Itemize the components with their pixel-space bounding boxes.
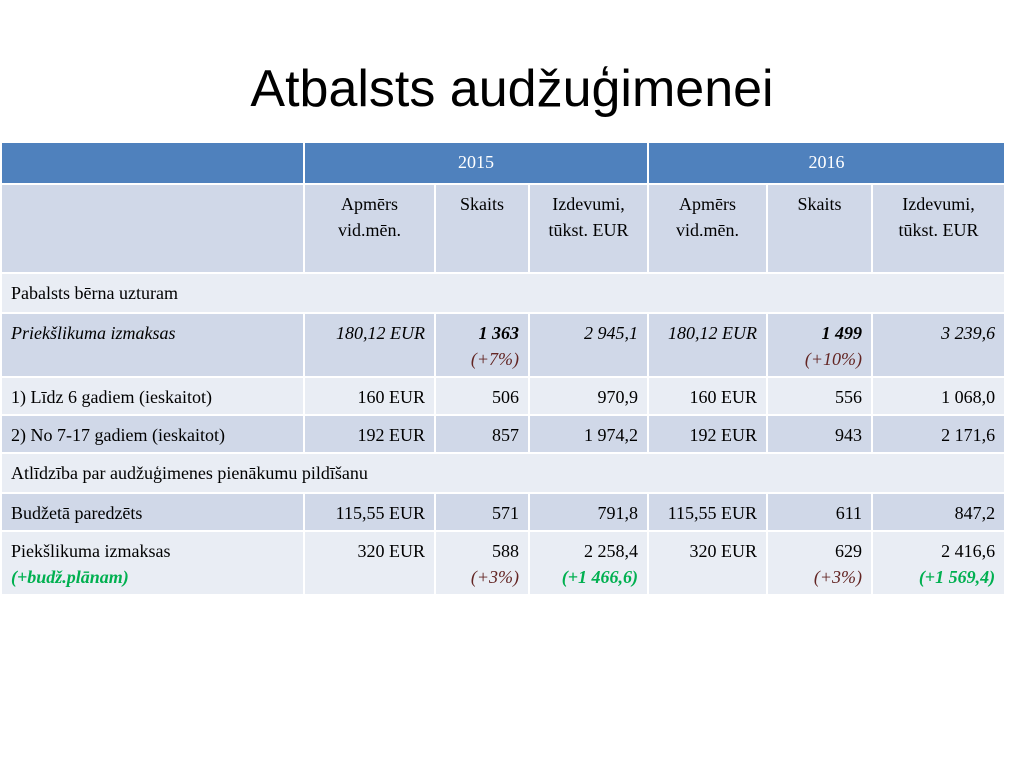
expenses-2016-note: (+1 569,4) bbox=[918, 567, 996, 587]
count-2015: 1 363 bbox=[478, 323, 519, 343]
section-title: Pabalsts bērna uzturam bbox=[1, 273, 1005, 313]
amount-2016: 115,55 EUR bbox=[648, 493, 767, 531]
col-expenses-2016: Izdevumi, tūkst. EUR bbox=[872, 184, 1005, 273]
col-amount-2015: Apmērs vid.mēn. bbox=[304, 184, 435, 273]
header-2015: 2015 bbox=[304, 142, 648, 184]
expenses-2015: 970,9 bbox=[529, 377, 648, 415]
col-count-2015: Skaits bbox=[435, 184, 529, 273]
row-label-cell bbox=[1, 531, 304, 595]
count-2016: 611 bbox=[767, 493, 872, 531]
year-header-row bbox=[1, 142, 1005, 184]
row-label: 1) Līdz 6 gadiem (ieskaitot) bbox=[1, 377, 304, 415]
expenses-2015: 791,8 bbox=[529, 493, 648, 531]
expenses-2015-note: (+1 466,6) bbox=[561, 567, 639, 587]
table-row bbox=[1, 415, 1005, 453]
amount-2015: 180,12 EUR bbox=[304, 313, 435, 377]
table-row bbox=[1, 531, 1005, 595]
expenses-2015: 2 258,4 bbox=[584, 541, 639, 561]
section-title: Atlīdzība par audžuģimenes pienākumu pildīšanu bbox=[1, 453, 1005, 493]
count-2015-change: (+3%) bbox=[470, 567, 519, 587]
expenses-2015: 2 945,1 bbox=[529, 313, 648, 377]
table-row bbox=[1, 313, 1005, 377]
expenses-2016: 847,2 bbox=[872, 493, 1005, 531]
amount-2016: 320 EUR bbox=[648, 531, 767, 595]
header-2016: 2016 bbox=[648, 142, 1005, 184]
count-2015: 506 bbox=[435, 377, 529, 415]
count-2016: 629 bbox=[835, 541, 863, 561]
amount-2016: 160 EUR bbox=[648, 377, 767, 415]
section-row-child-support bbox=[1, 273, 1005, 313]
col-expenses-2015: Izdevumi, tūkst. EUR bbox=[529, 184, 648, 273]
expenses-2016: 3 239,6 bbox=[872, 313, 1005, 377]
count-2015-cell bbox=[435, 313, 529, 377]
section-row-foster-remuneration bbox=[1, 453, 1005, 493]
expenses-2015-cell bbox=[529, 531, 648, 595]
expenses-2016: 2 416,6 bbox=[941, 541, 996, 561]
column-header-row bbox=[1, 184, 1005, 273]
amount-2016: 192 EUR bbox=[648, 415, 767, 453]
table-row bbox=[1, 377, 1005, 415]
amount-2015: 320 EUR bbox=[304, 531, 435, 595]
count-2015-change: (+7%) bbox=[470, 349, 519, 369]
amount-2015: 192 EUR bbox=[304, 415, 435, 453]
col-amount-2016: Apmērs vid.mēn. bbox=[648, 184, 767, 273]
amount-2015: 160 EUR bbox=[304, 377, 435, 415]
expenses-2015: 1 974,2 bbox=[529, 415, 648, 453]
row-label: Priekšlikuma izmaksas bbox=[1, 313, 304, 377]
count-2016-cell bbox=[767, 531, 872, 595]
row-label: Budžetā paredzēts bbox=[1, 493, 304, 531]
row-label: 2) No 7-17 gadiem (ieskaitot) bbox=[1, 415, 304, 453]
count-2016-cell bbox=[767, 313, 872, 377]
count-2015-cell bbox=[435, 531, 529, 595]
support-table bbox=[0, 141, 1006, 596]
count-2016: 556 bbox=[767, 377, 872, 415]
count-2016: 943 bbox=[767, 415, 872, 453]
count-2015: 857 bbox=[435, 415, 529, 453]
amount-2015: 115,55 EUR bbox=[304, 493, 435, 531]
count-2016: 1 499 bbox=[821, 323, 863, 343]
expenses-2016: 1 068,0 bbox=[872, 377, 1005, 415]
amount-2016: 180,12 EUR bbox=[648, 313, 767, 377]
count-2015: 588 bbox=[492, 541, 519, 561]
subheader-empty-cell bbox=[1, 184, 304, 273]
header-empty-cell bbox=[1, 142, 304, 184]
table-row bbox=[1, 493, 1005, 531]
count-2016-change: (+3%) bbox=[813, 567, 863, 587]
row-label: Piekšlikuma izmaksas bbox=[11, 541, 171, 561]
count-2015: 571 bbox=[435, 493, 529, 531]
slide-title: Atbalsts audžuģimenei bbox=[250, 60, 774, 118]
row-label-note: (+budž.plānam) bbox=[11, 567, 129, 587]
count-2016-change: (+10%) bbox=[804, 349, 863, 369]
col-count-2016: Skaits bbox=[767, 184, 872, 273]
expenses-2016: 2 171,6 bbox=[872, 415, 1005, 453]
expenses-2016-cell bbox=[872, 531, 1005, 595]
